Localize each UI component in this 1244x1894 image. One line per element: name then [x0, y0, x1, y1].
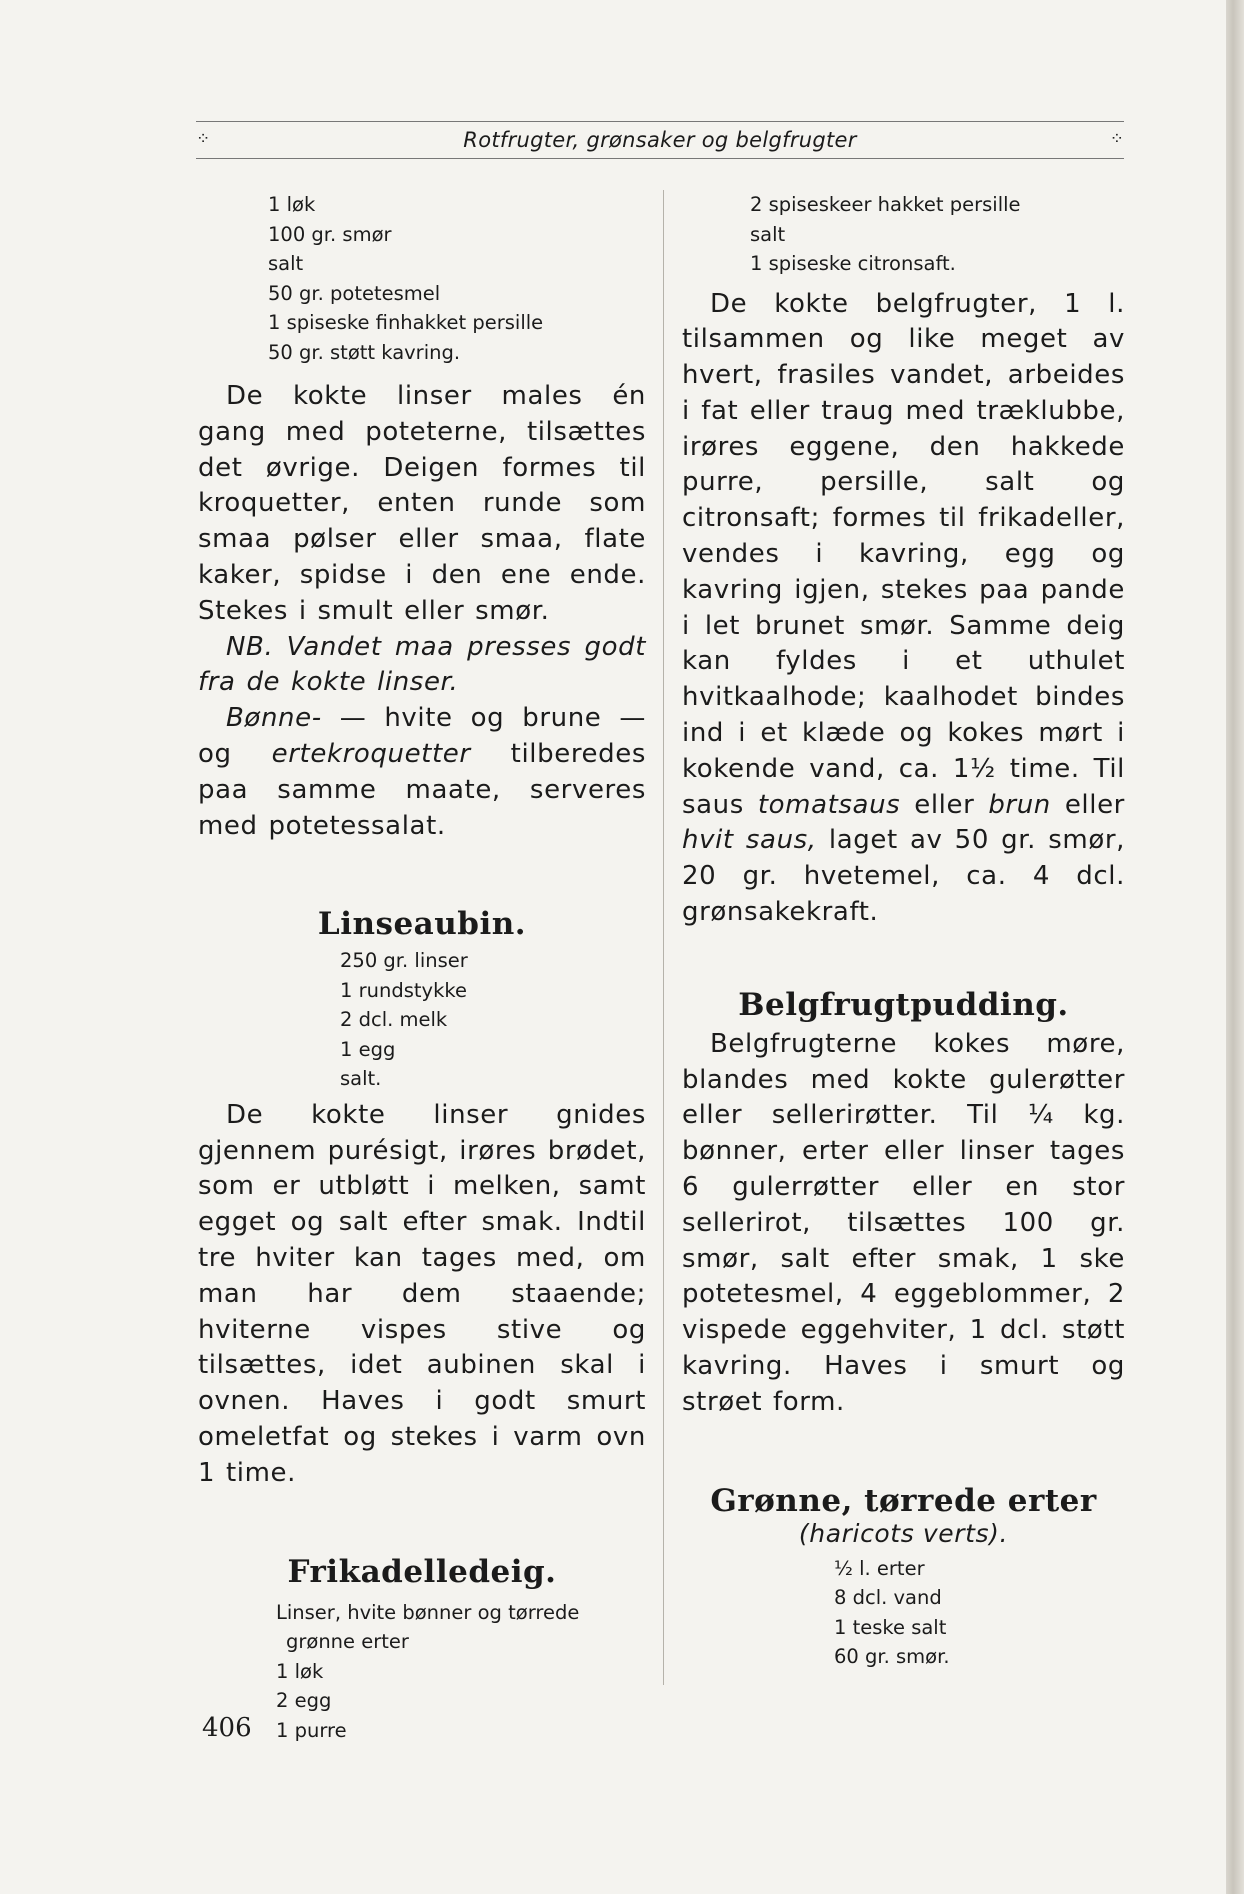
ingredient-list: [198, 190, 646, 367]
ingredient: grønne erter: [286, 1630, 409, 1654]
recipe-paragraph: De kokte linser males én gang med poteterne, tilsættes det øvrige. Deigen formes til kroquetter, enten runde som smaa pølser eller smaa, flate kaker, spidse i den ene ende. Stekes i smult eller smør.: [198, 381, 646, 626]
ingredient-list: [198, 1598, 646, 1746]
page-edge: [1226, 0, 1244, 1894]
recipe-paragraph: [682, 287, 1125, 931]
ingredient: 100 gr. smør: [268, 222, 392, 246]
frik-text-b: laget av 50 gr. smør, 20 gr. hvetemel, ca. 4 dcl. grønsakekraft.: [682, 825, 1125, 928]
sauce-tomatsaus: tomatsaus: [757, 789, 901, 820]
ingredient: 1 løk: [268, 193, 316, 216]
sauce-hvit: hvit saus,: [682, 825, 817, 856]
ingredient: ½ l. erter: [834, 1556, 925, 1580]
recipe-title-linseaubin: Linseaubin.: [317, 906, 527, 943]
ingredient: salt: [750, 222, 786, 246]
ertekroquetter-term: ertekroquetter: [271, 738, 471, 769]
recipe-title-belgfrugtpudding: Belgfrugtpudding.: [738, 986, 1069, 1023]
ingredient: 50 gr. støtt kavring.: [268, 340, 461, 364]
bonne-og: og: [198, 738, 232, 769]
ingredient: 1 teske salt: [834, 1615, 947, 1639]
ingredient-list: [198, 946, 646, 1094]
bonne-rest: tilberedes paa samme maate, serveres med potetessalat.: [198, 738, 646, 841]
ingredient: 2 egg: [276, 1689, 332, 1713]
ingredient: 2 spiseskeer hakket persille: [750, 193, 1021, 216]
recipe-paragraph: Belgfrugterne kokes møre, blandes med kokte gulerøtter eller sellerirøtter. Til ¼ kg. bønner, erter eller linser tages 6 gulerrøtter eller en stor sellerirot, tilsættes 100 gr. smør, salt efter smak, 1 ske potetesmel, 4 eggeblommer, 2 vispede eggehviter, 1 dcl. støtt kavring. Haves i smurt og strøet form.: [682, 1028, 1125, 1417]
sauce-brun: brun: [988, 789, 1051, 820]
bonne-term: Bønne-: [226, 703, 322, 734]
ornament-right-icon: ⁘: [1109, 129, 1124, 149]
ingredient: 1 spiseske finhakket persille: [268, 311, 544, 334]
page-number: 406: [202, 1713, 252, 1743]
ingredient: salt.: [340, 1067, 382, 1091]
recipe-paragraph: De kokte linser gnides gjennem purésigt, irøres brødet, som er utbløtt i melken, samt egget og salt efter smak. Indtil tre hviter kan tages med, om man har dem staaende; hviterne vispes stive og tilsættes, idet aubinen skal i ovnen. Haves i godt smurt omeletfat og stekes i varm ovn 1 time.: [198, 1099, 646, 1488]
ornament-left-icon: ⁘: [196, 129, 211, 149]
ingredient: 60 gr. smør.: [834, 1645, 950, 1669]
frik-text-a: De kokte belgfrugter, 1 l. tilsammen og like meget av hvert, frasiles vandet, arbeides i fat eller traug med træklubbe, irøres eggene, den hakkede purre, persille, salt og citronsaft; formes til frikadeller, vendes i kavring, egg og kavring igjen, stekes paa pande i let brunet smør. Samme deig kan fyldes i et uthulet hvitkaalhode; kaalhodet bindes ind i et klæde og kokes mørt i kokende vand, ca. 1½ time. Til saus: [682, 288, 1125, 820]
ingredient: 1 løk: [276, 1659, 324, 1683]
ingredient: 8 dcl. vand: [834, 1586, 942, 1610]
left-column: [198, 190, 646, 1745]
running-header: [196, 121, 1124, 159]
frik-eller: eller: [1064, 789, 1125, 820]
running-header-title: Rotfrugter, grønsaker og belgfrugter: [463, 128, 857, 152]
ingredient: 1 egg: [340, 1037, 396, 1061]
recipe-subtitle: (haricots verts).: [798, 1518, 1009, 1548]
recipe-title-frikadelledeig: Frikadelledeig.: [287, 1553, 557, 1590]
bonne-paragraph: [198, 701, 646, 844]
ingredient: 1 spiseske citronsaft.: [750, 252, 956, 275]
ingredient: 1 rundstykke: [340, 978, 467, 1002]
ingredient: 2 dcl. melk: [340, 1008, 448, 1032]
recipe-title-erter: Grønne, tørrede erter: [710, 1482, 1097, 1519]
ingredient: Linser, hvite bønner og tørrede: [276, 1600, 580, 1624]
bonne-dash-text: — hvite og brune —: [339, 703, 646, 734]
ingredient: salt: [268, 252, 304, 275]
ingredient: 50 gr. potetesmel: [268, 281, 441, 305]
frik-eller: eller: [914, 789, 975, 820]
ingredient-list: [682, 1554, 1125, 1672]
right-column: [682, 190, 1125, 1672]
ingredient-list: [682, 190, 1125, 279]
column-divider: [663, 190, 664, 1685]
ingredient: 1 purre: [276, 1718, 347, 1742]
ingredient: 250 gr. linser: [340, 949, 468, 973]
nb-note: NB. Vandet maa presses godt fra de kokte linser.: [198, 631, 646, 698]
